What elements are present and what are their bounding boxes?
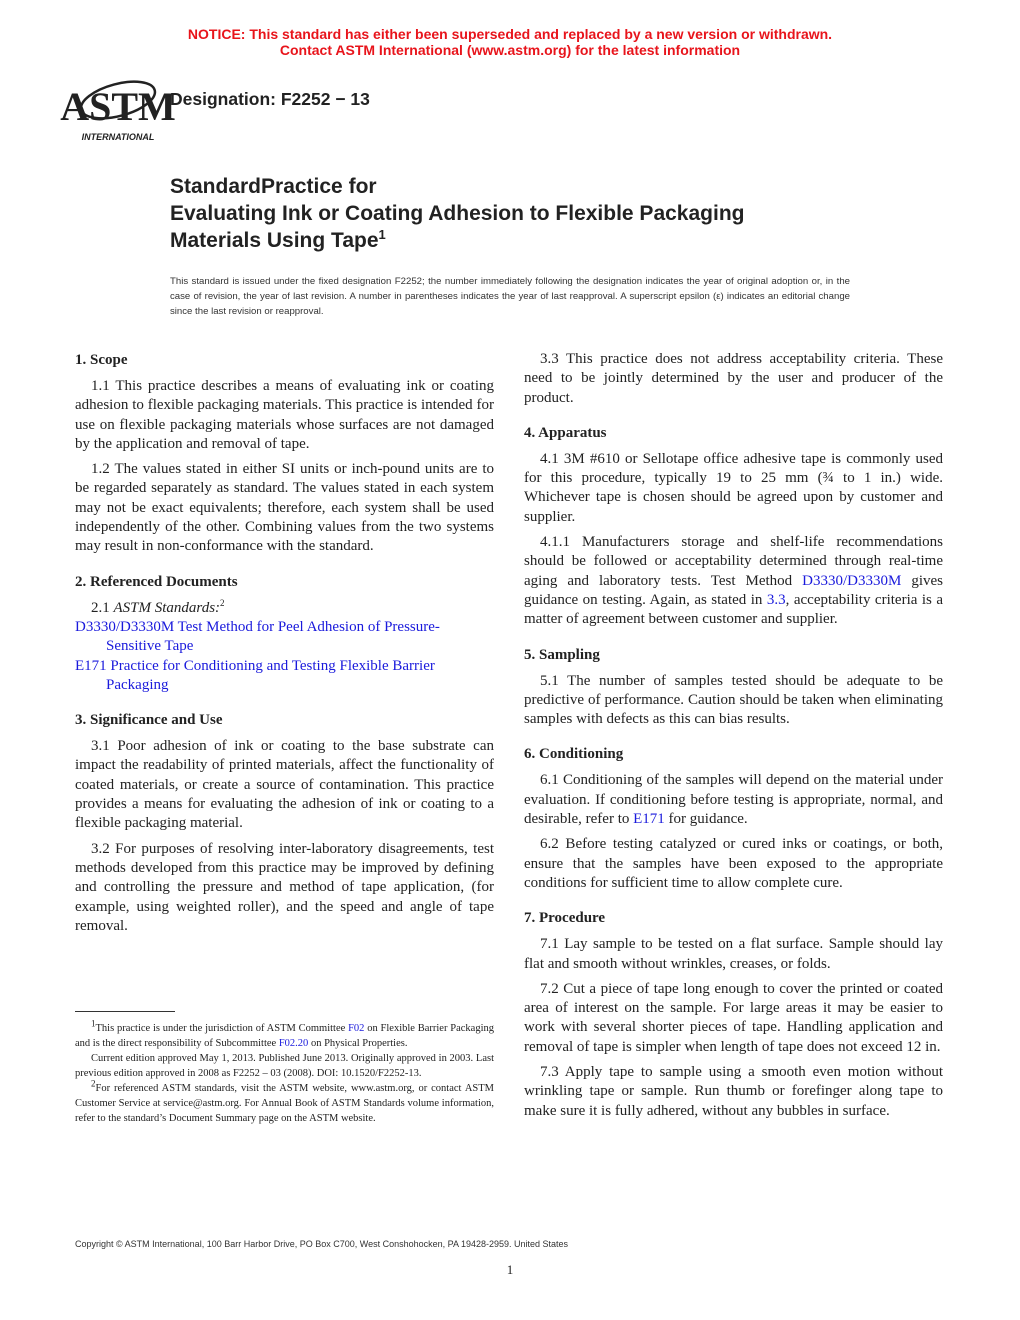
section-referenced-documents: [75, 572, 494, 695]
svg-text:ASTM: ASTM: [60, 84, 176, 129]
footnote-ref: 1: [378, 227, 386, 242]
paragraph: 7.1 Lay sample to be tested on a flat surface. Sample should lay flat and smooth without wrinkles, creases, or folds.: [524, 936, 943, 972]
section-heading: 2. Referenced Documents: [75, 573, 238, 590]
e171-link[interactable]: E171: [633, 811, 665, 828]
left-column: [75, 350, 494, 951]
section-procedure: [524, 908, 943, 1121]
text: for guidance.: [664, 811, 748, 828]
text: , acceptability criteria is a matter of agreement between customer and supplier.: [524, 591, 943, 628]
footnote-edition: Current edition approved May 1, 2013. Published June 2013. Originally approved in 2003. Last previous edition approved in 2008 as F2252 – 03 (2008). DOI: 10.1520/F2252-13.: [75, 1053, 494, 1079]
page-number: 1: [506, 1262, 514, 1277]
paragraph: [524, 533, 943, 629]
text: 4.1.1 Manufacturers storage and shelf-life recommendations should be followed or acceptability determined through real-time aging and laboratory tests. Test Method: [524, 534, 943, 589]
right-column: [524, 350, 943, 1136]
section-significance: [75, 710, 494, 936]
section-heading: 3. Significance and Use: [75, 712, 223, 729]
text: 6.1 Conditioning of the samples will depend on the material under evaluation. If conditioning before testing is appropriate, normal, and desirable, refer to: [524, 772, 943, 828]
reference-title-link[interactable]: Test Method for Peel Adhesion of Pressure-Sensitive Tape: [106, 618, 440, 655]
footnote-2: For referenced ASTM standards, visit the ASTM website, www.astm.org, or contact ASTM Customer Service at service@astm.org. For Annual Book of ASTM Standards volume information, refer to the standard’s Document Summary page on the ASTM website.: [75, 1083, 494, 1124]
section-heading: 5. Sampling: [524, 646, 600, 663]
paragraph-number: 2.1: [91, 599, 114, 616]
text: on Flexible Barrier Packaging and is the direct responsibility of Subcommittee: [75, 1023, 494, 1049]
paragraph: 3.3 This practice does not address acceptability criteria. These need to be jointly determined by the user and producer of the product.: [524, 351, 943, 406]
reference-code-link[interactable]: D3330/D3330M: [75, 618, 175, 635]
document-title: [170, 173, 744, 254]
section-conditioning: [524, 744, 943, 893]
withdrawal-notice: [0, 26, 1020, 58]
section-heading: 1. Scope: [75, 352, 128, 368]
section-sampling: [524, 645, 943, 730]
paragraph: 3.1 Poor adhesion of ink or coating to the base substrate can impact the readability of printed materials, affect the functionality of coated materials, or create a source of contamination. This practice provides a means for evaluating the adhesion of ink or coating to a flexible packaging material.: [75, 738, 494, 832]
paragraph: [524, 771, 943, 829]
paragraph: 3.2 For purposes of resolving inter-laboratory disagreements, test methods developed from this practice may be improved by defining and controlling the pressure and method of tape application, (for example, using weighted roller), and the speed and angle of tape removal.: [75, 840, 494, 934]
footnotes: [75, 1018, 494, 1126]
footnote-divider: [75, 1011, 175, 1012]
subcommittee-f02-20-link[interactable]: F02.20: [278, 1038, 309, 1049]
astm-standards-label: ASTM Standards:: [113, 599, 221, 616]
reference-code-link[interactable]: E171: [75, 657, 107, 674]
title-line-2: Evaluating Ink or Coating Adhesion to Flexible Packaging: [170, 202, 745, 225]
footnote-number: 1: [91, 1018, 96, 1029]
title-line-1: StandardPractice for: [170, 175, 377, 198]
reference-d3330[interactable]: [75, 618, 494, 657]
notice-line-1: NOTICE: This standard has either been superseded and replaced by a new version or withdrawn.: [187, 26, 833, 42]
title-line-3: Materials Using Tape: [170, 229, 379, 252]
text: This practice is under the jurisdiction of ASTM Committee: [95, 1023, 349, 1034]
section-heading: 6. Conditioning: [524, 746, 624, 763]
paragraph: 6.2 Before testing catalyzed or cured inks or coatings, or both, ensure that the samples have been exposed to the appropriate conditions for sufficient time to allow complete cure.: [524, 836, 943, 891]
text: on Physical Properties.: [308, 1038, 408, 1049]
paragraph: 5.1 The number of samples tested should be adequate to be predictive of performance. Caution should be taken when eliminating samples with defects as this can bias results.: [524, 672, 943, 728]
paragraph: 7.3 Apply tape to sample using a smooth even motion without wrinkling tape or sample. Run thumb or forefinger along tape to make sure it is fully adhered, without any bubbles in surface.: [524, 1064, 943, 1119]
section-heading: 7. Procedure: [524, 910, 606, 927]
paragraph: 7.2 Cut a piece of tape long enough to cover the printed or coated area of interest on the sample. For large areas it may be easier to work with several shorter pieces of tape. Handling application and removal of tape is simpler when length of tape does not exceed 12 in.: [524, 980, 943, 1055]
astm-logo: [60, 68, 176, 144]
designation: Designation: F2252 − 13: [170, 89, 370, 109]
d3330-link[interactable]: D3330/D3330M: [802, 572, 902, 589]
text: gives guidance on testing. Again, as stated in: [524, 572, 943, 608]
section-heading: 4. Apparatus: [524, 424, 607, 441]
notice-line-2: Contact ASTM International (www.astm.org) for the latest information: [279, 42, 741, 58]
section-3-3-link[interactable]: 3.3: [766, 591, 786, 608]
issuance-note: This standard is issued under the fixed designation F2252; the number immediately following the designation indicates the year of original adoption or, in the case of revision, the year of last revision. A number in parentheses indicates the year of last reapproval. A superscript epsilon (ε) indicates an editorial change since the last revision or reapproval.: [170, 276, 850, 317]
paragraph: 4.1 3M #610 or Sellotape office adhesive tape is commonly used for this procedure, typically 19 to 25 mm (¾ to 1 in.) wide. Whichever tape is chosen should be agreed upon by customer and supplier.: [524, 450, 943, 525]
reference-e171[interactable]: [75, 657, 494, 696]
paragraph: 1.2 The values stated in either SI units or inch-pound units are to be regarded separately as standard. The values stated in each system may not be exact equivalents; therefore, each system shall be used independently of the other. Combining values from the two systems may result in non-conformance with the standard.: [75, 461, 494, 555]
footnote-number: 2: [91, 1078, 96, 1089]
section-apparatus: [524, 423, 943, 630]
section-significance-continued: [524, 350, 943, 408]
paragraph: 1.1 This practice describes a means of evaluating ink or coating adhesion to flexible packaging materials. This practice is intended for use on flexible packaging materials whose surfaces are not damaged by the application and removal of tape.: [75, 378, 494, 452]
svg-text:INTERNATIONAL: INTERNATIONAL: [81, 132, 155, 142]
copyright: Copyright © ASTM International, 100 Barr Harbor Drive, PO Box C700, West Conshohocken, PA 19428-2959. United States: [75, 1239, 569, 1249]
reference-title-link[interactable]: Practice for Conditioning and Testing Flexible Barrier Packaging: [106, 657, 435, 693]
committee-f02-link[interactable]: F02: [348, 1023, 365, 1034]
footnote-ref: 2: [220, 597, 225, 608]
section-scope: [75, 350, 494, 557]
